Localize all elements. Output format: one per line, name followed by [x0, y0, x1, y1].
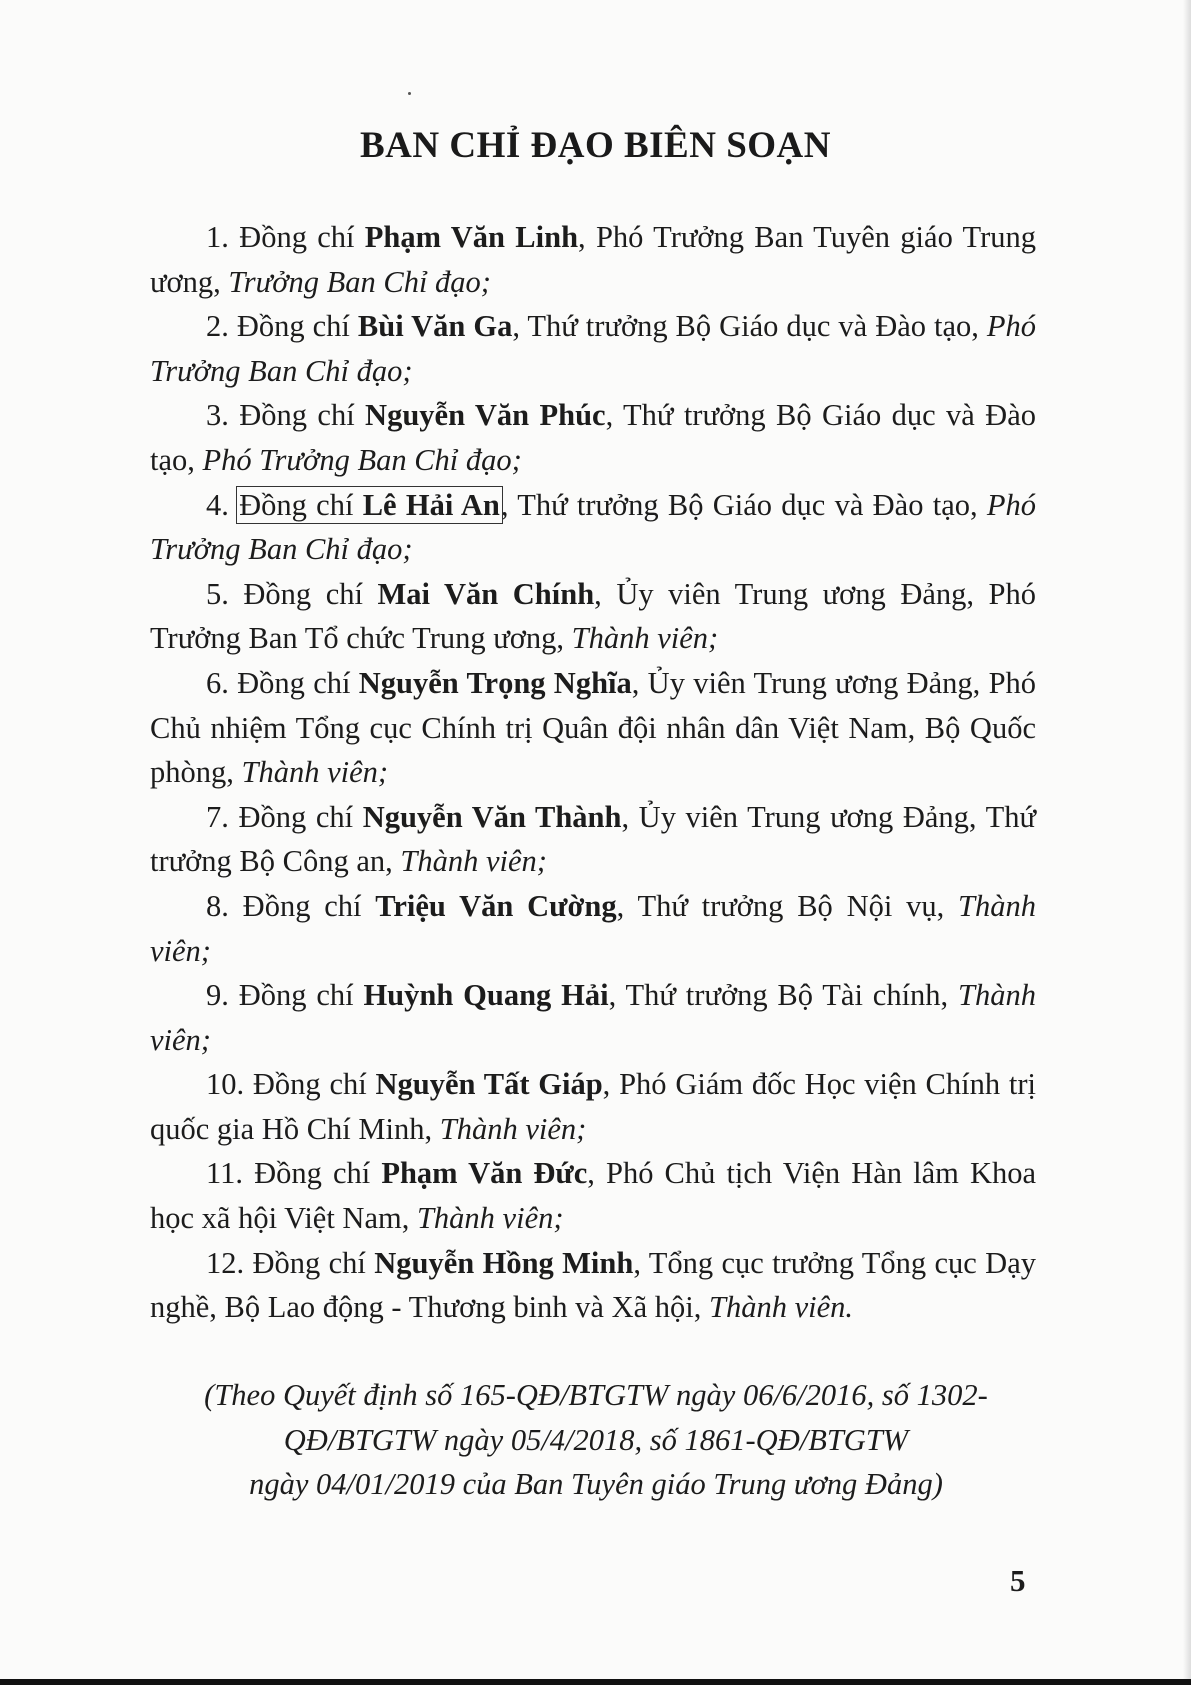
member-name: Lê Hải An	[362, 487, 500, 522]
member-role: Thành viên;	[400, 844, 547, 879]
member-name: Nguyễn Văn Phúc	[365, 398, 606, 433]
ink-speck	[408, 92, 411, 95]
member-role: Thành viên;	[150, 888, 1037, 968]
member-list	[150, 215, 1036, 1330]
member-role: Phó Trưởng Ban Chỉ đạo;	[150, 309, 1037, 388]
citation-line-1: (Theo Quyết định số 165-QĐ/BTGTW ngày 06/6/2016, số 1302-	[204, 1378, 988, 1412]
highlight-box: Đồng chí Lê Hải An	[239, 487, 500, 522]
member-role: Phó Trưởng Ban Chỉ đạo;	[150, 487, 1037, 567]
scan-edge-shadow	[1183, 0, 1191, 1685]
member-item: 11. Đồng chí Phạm Văn Đức, Phó Chủ tịch Viện Hàn lâm Khoa học xã hội Việt Nam, Thành viên;	[150, 1156, 1037, 1236]
member-name: Phạm Văn Đức	[381, 1156, 588, 1191]
member-item: 2. Đồng chí Bùi Văn Ga, Thứ trưởng Bộ Giáo dục và Đào tạo, Phó Trưởng Ban Chỉ đạo;	[150, 309, 1037, 388]
member-item: 10. Đồng chí Nguyễn Tất Giáp, Phó Giám đốc Học viện Chính trị quốc gia Hồ Chí Minh, Thành viên;	[150, 1067, 1036, 1146]
scan-bottom-edge	[0, 1679, 1191, 1685]
member-item: 12. Đồng chí Nguyễn Hồng Minh, Tổng cục trưởng Tổng cục Dạy nghề, Bộ Lao động - Thương binh và Xã hội, Thành viên.	[150, 1245, 1036, 1325]
citation-line-3: ngày 04/01/2019 của Ban Tuyên giáo Trung ương Đảng)	[249, 1467, 943, 1501]
member-item: 9. Đồng chí Huỳnh Quang Hải, Thứ trưởng Bộ Tài chính, Thành viên;	[150, 978, 1036, 1057]
member-item: 3. Đồng chí Nguyễn Văn Phúc, Thứ trưởng Bộ Giáo dục và Đào tạo, Phó Trưởng Ban Chỉ đạo;	[150, 398, 1036, 477]
member-name: Huỳnh Quang Hải	[363, 978, 609, 1013]
page-number: 5	[1010, 1563, 1026, 1598]
member-name: Nguyễn Văn Thành	[362, 799, 622, 834]
member-role: Trưởng Ban Chỉ đạo;	[228, 264, 491, 299]
member-role: Thành viên;	[571, 621, 719, 656]
member-name: Nguyễn Hồng Minh	[374, 1245, 634, 1280]
member-role: Phó Trưởng Ban Chỉ đạo;	[202, 442, 522, 477]
member-name: Phạm Văn Linh	[364, 220, 579, 254]
member-role: Thành viên;	[416, 1201, 564, 1236]
member-role: Thành viên;	[150, 978, 1036, 1057]
member-name: Bùi Văn Ga	[357, 309, 513, 344]
citation-line-2: QĐ/BTGTW ngày 05/4/2018, số 1861-QĐ/BTGTW	[283, 1422, 909, 1457]
member-item: 8. Đồng chí Triệu Văn Cường, Thứ trưởng Bộ Nội vụ, Thành viên;	[150, 888, 1037, 968]
member-role: Thành viên;	[241, 755, 389, 790]
member-role: Thành viên.	[709, 1290, 854, 1325]
member-name: Nguyễn Tất Giáp	[375, 1067, 603, 1102]
member-name: Triệu Văn Cường	[375, 888, 617, 923]
member-name: Mai Văn Chính	[377, 576, 595, 611]
member-item: 6. Đồng chí Nguyễn Trọng Nghĩa, Ủy viên Trung ương Đảng, Phó Chủ nhiệm Tổng cục Chính trị Quân đội nhân dân Việt Nam, Bộ Quốc phòng, Thành viên;	[150, 665, 1037, 790]
member-item: 7. Đồng chí Nguyễn Văn Thành, Ủy viên Trung ương Đảng, Thứ trưởng Bộ Công an, Thành viên;	[150, 799, 1037, 879]
member-item: 4. Đồng chí Lê Hải An, Thứ trưởng Bộ Giáo dục và Đào tạo, Phó Trưởng Ban Chỉ đạo;	[150, 487, 1037, 567]
member-name: Nguyễn Trọng Nghĩa	[358, 665, 632, 700]
decision-citation	[140, 1373, 1052, 1507]
member-role: Thành viên;	[439, 1111, 587, 1146]
member-item: 5. Đồng chí Mai Văn Chính, Ủy viên Trung ương Đảng, Phó Trưởng Ban Tổ chức Trung ương, Thành viên;	[150, 576, 1036, 656]
page-title: BAN CHỈ ĐẠO BIÊN SOẠN	[359, 125, 831, 166]
member-item: 1. Đồng chí Phạm Văn Linh, Phó Trưởng Ban Tuyên giáo Trung ương, Trưởng Ban Chỉ đạo;	[150, 220, 1037, 299]
